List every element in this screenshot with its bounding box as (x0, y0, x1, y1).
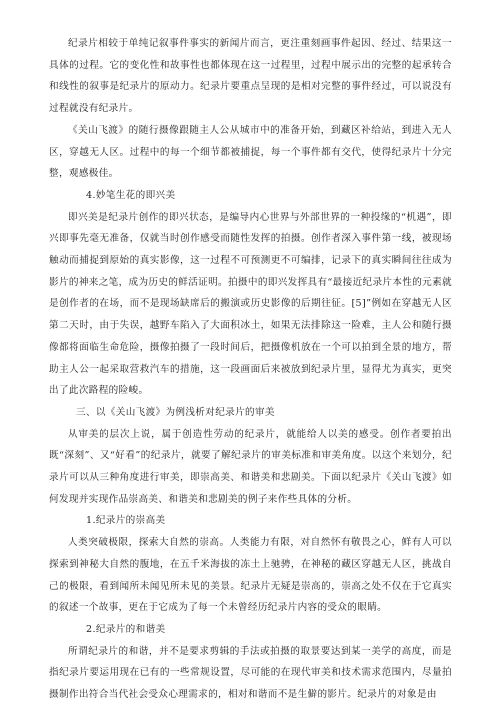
paragraph-improvisation: 即兴美是纪录片创作的即兴状态，是编导内心世界与外部世界的一种投缘的“机遇”，即兴即事先毫无准备，仅就当时创作感受而随性发挥的拍摄。创作者深入事件第一线，被现场触动而捕捉到原始的真实影像，这一过程不可预测更不可编排，记录下的真实瞬间往往成为影片的神来之笔，成为历史的鲜活证明。拍摄中的即兴发挥具有“最接近纪录片本性的元素就是创作者的在场，而不是现场缺席后的搬演或历史影像的后期往征。[5]”例如在穿越无人区第二天时，由于失误，越野车陷入了大面积冰土，如果无法排除这一险难，主人公和随行摄像都将面临生命危险，摄像拍摄了一段时间后，把摄像机放在一个可以拍到全景的地方，帮助主人公一起采取营救汽车的措施，这一段画面后来被放到纪录片里，显得尤为真实，更突出了此次路程的险峻。 (49, 211, 453, 397)
paragraph-harmony: 所谓纪录片的和谐，并不是要求剪辑的手法或拍摄的取景要达到某一美学的高度，而是指纪录片要运用现在已有的一些常规设置，尽可能的在现代审美和技术需求范围内，尽量拍摄制作出符合当代社会受众心理需求的，相对和谐而不是生僻的影片。纪录片的对象是由 (49, 645, 452, 701)
paragraph-aesthetic-levels: 从审美的层次上说，属于创造性劳动的纪录片，就能给人以美的感受。创作者要拍出既“深刻”、又“好看”的纪录片，就要了解纪录片的审美标准和审美角度。以这个来划分，纪录片可以从三种角度进行审美，即崇高美、和谐美和悲剧美。下面以纪录片《关山飞渡》如何发现并实现作品崇高美、和谐美和悲剧美的例子来作些具体的分析。 (49, 428, 452, 505)
subheading-improvisation: 4.妙笔生花的即兴美 (86, 189, 176, 201)
paragraph-process: 纪录片相较于单纯记叙事件事实的新闻片而言，更注重刻画事件起因、经过、结果这一具体的过程。它的变化性和故事性也都体现在这一过程里，过程中展示出的完整的起承转合和线性的叙事是纪录片的原动力。纪录片要重点呈现的是相对完整的事件经过，可以说没有过程就没有纪录片。 (49, 38, 452, 115)
section-heading-aesthetics: 三、以《关山飞渡》为例浅析对纪录片的审美 (76, 406, 275, 418)
subheading-harmony: 2.纪录片的和谐美 (86, 623, 166, 635)
subheading-sublime: 1.纪录片的崇高美 (86, 515, 166, 527)
document-page (49, 33, 452, 706)
paragraph-sublime: 人类突破极限，探索大自然的崇高。人类能力有限，对自然怀有敬畏之心，鲜有人可以探索到神秘大自然的腹地，在五千米海拔的冻土上驰骋，在神秘的藏区穿越无人区，挑战自己的极限，看到闻所未闻见所未见的美景。纪录片无疑是崇高的，崇高之处不仅在于它真实的叙述一个故事，更在于它成为了每一个未曾经历纪录片内容的受众的眼睛。 (49, 537, 452, 614)
paragraph-guanshan-process: 《关山飞渡》的随行摄像跟随主人公从城市中的准备开始，到藏区补给站，到进入无人区，穿越无人区。过程中的每一个细节都被捕捉，每一个事件都有交代，使得纪录片十分完整，观感极佳。 (49, 124, 452, 180)
